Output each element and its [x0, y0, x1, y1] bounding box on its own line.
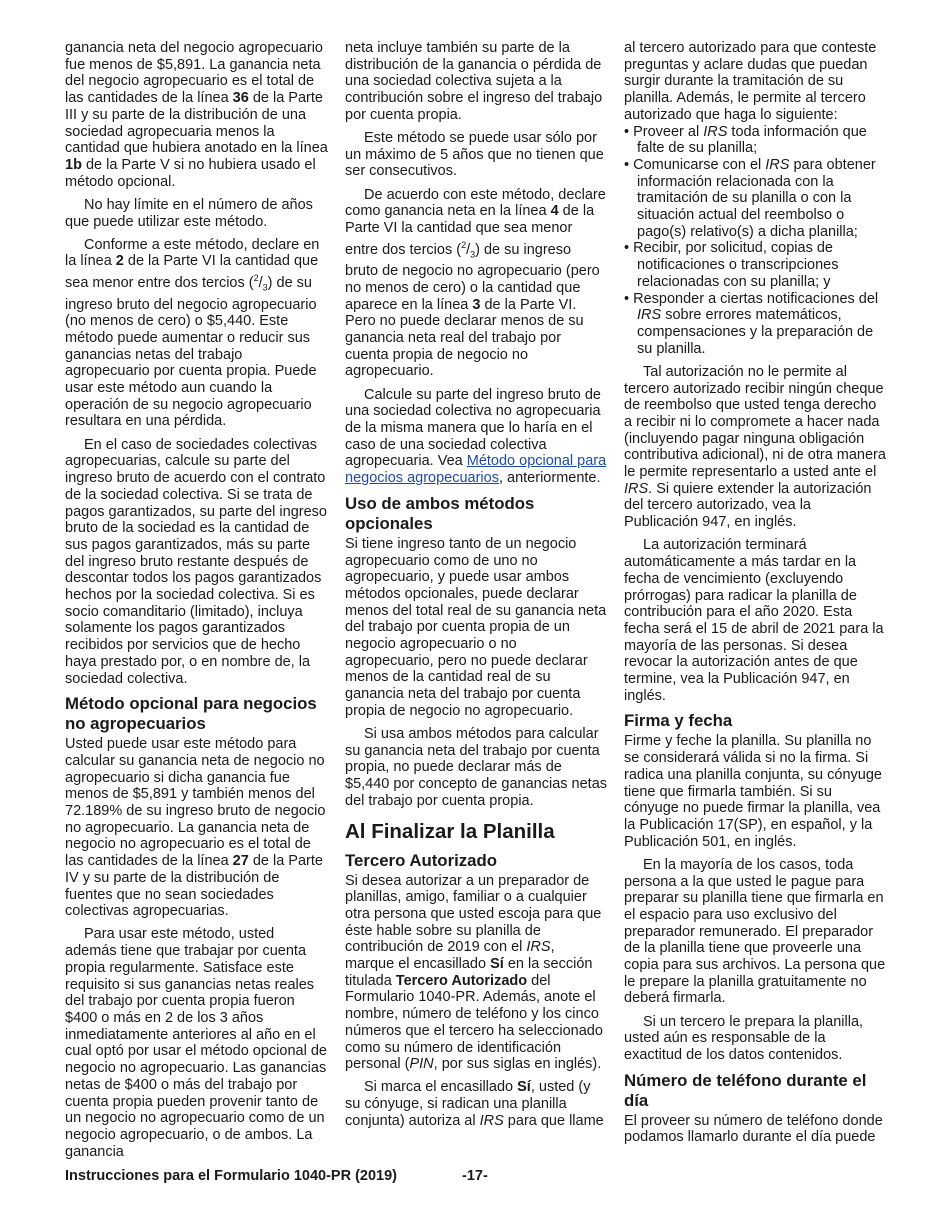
paragraph: Si un tercero le prepara la planilla, usted aún es responsable de la exactitud de los datos contenidos. — [624, 1013, 864, 1064]
section-heading: Uso de ambos métodos opcionales — [345, 493, 535, 533]
bullet-item: • Responder a ciertas notificaciones del IRS sobre errores matemáticos, compensaciones y la preparación de su planilla. — [624, 290, 879, 357]
paragraph: neta incluye también su parte de la distribución de la ganancia o pérdida de una sociedad colectiva sujeta a la contribución sobre el ingreso del trabajo por cuenta propia. — [345, 40, 603, 123]
bullet-item: • Comunicarse con el IRS para obtener información relacionada con la tramitación de su planilla o con la situación actual del reembolso o pago(s) relativo(s) a dicha planilla; — [624, 156, 876, 240]
paragraph: Si tiene ingreso tanto de un negocio agropecuario como de uno no agropecuario, y puede usar ambos métodos opcionales, puede declarar menos del total real de su ganancia neta del trabajo por cuenta propia de un negocio agropecuario o no agropecuario, pero no puede declarar menos de la cantidad real de su ganancia neta del trabajo por cuenta propia de negocio no agropecuario. — [345, 535, 607, 719]
paragraph: Conforme a este método, declare en la línea 2 de la Parte VI la cantidad que sea menor entre dos tercios $(^2/_3)$ de su ingreso bruto del negocio agropecuario (no menos de cero) o $5,440. Este método puede aumentar o reducir sus ganancias netas del trabajo agropecuario por cuenta propia. Puede usar este método aun cuando la operación de su negocio agropecuario resultara en una pérdida. — [65, 236, 320, 430]
major-heading: Al Finalizar la Planilla — [345, 819, 555, 843]
footer-title: Instrucciones para el Formulario 1040-PR (2019) — [65, 1168, 398, 1184]
paragraph: Si usa ambos métodos para calcular su ganancia neta del trabajo por cuenta propia, no puede declarar más de $5,440 por concepto de ganancias netas del trabajo por cuenta propia. — [345, 726, 608, 809]
column-2 — [345, 40, 607, 1136]
paragraph: Calcule su parte del ingreso bruto de una sociedad colectiva no agropecuaria de la misma manera que lo haría en el caso de una sociedad colectiva agropecuaria. Vea Método opcional para negocios agropecuarios, anteriormente. — [345, 386, 607, 487]
paragraph: No hay límite en el número de años que puede utilizar este método. — [65, 196, 313, 230]
paragraph: Tal autorización no le permite al tercero autorizado recibir ningún cheque de reembolso que usted tenga derecho a recibir ni lo compromete a hacer nada (incluyendo pagar ninguna obligación contributiva adicional), ni de otra manera le permite representarlo a usted ante el IRS. Si quiere extender la autorización del tercero autorizado, vea la Publicación 947, en inglés. — [624, 363, 886, 531]
paragraph: Si marca el encasillado Sí, usted (y su cónyuge, si radican una planilla conjunta) autoriza al IRS para que llame — [345, 1079, 604, 1129]
paragraph: al tercero autorizado para que conteste preguntas y aclare dudas que puedan surgir durante la tramitación de su planilla. Además, le permite al tercero autorizado que haga lo siguiente: — [624, 40, 877, 123]
paragraph: ganancia neta del negocio agropecuario fue menos de $5,891. La ganancia neta del negocio agropecuario es el total de las cantidades de la línea 36 de la Parte III y su parte de la distribución de una sociedad agropecuaria menos la cantidad que hubiera anotado en la línea 1b de la Parte V si no hubiera usado el método opcional. — [65, 40, 328, 190]
bullet-item: • Recibir, por solicitud, copias de notificaciones o transcripciones relacionadas con su planilla; y — [624, 240, 839, 290]
paragraph: De acuerdo con este método, declare como ganancia neta en la línea 4 de la Parte VI la cantidad que sea menor entre dos tercios $(^2/_3)$ de su ingreso bruto de negocio no agropecuario (pero no menos de cero) o la cantidad que aparece en la línea 3 de la Parte VI. Pero no puede declarar menos de su ganancia neta real del trabajo por cuenta propia de negocio no agropecuario. — [345, 186, 606, 380]
paragraph: En el caso de sociedades colectivas agropecuarias, calcule su parte del ingreso bruto de acuerdo con el contrato de la sociedad colectiva. Si se trata de pagos garantizados, su parte del ingreso bruto de la sociedad es la cantidad de sus pagos garantizados, más su parte del ingreso bruto restante después de descontar todos los pagos garantizados hechos por la sociedad colectiva. Si es socio comanditario (limitado), incluya solamente los pagos garantizados recibidos por servicios que de hecho haya prestado por, o en nombre de, la sociedad colectiva. — [65, 436, 327, 687]
bullet-item: • Proveer al IRS toda información que falte de su planilla; — [624, 123, 867, 157]
column-1 — [65, 40, 329, 1167]
paragraph: La autorización terminará automáticamente a más tardar en la fecha de vencimiento (excluyendo prórrogas) para radicar la planilla de contribución para el año 2020. Esta fecha será el 15 de abril de 2021 para la mayoría de las personas. Si desea revocar la autorización antes de que termine, vea la Publicación 947, en inglés. — [624, 537, 884, 704]
paragraph: Para usar este método, usted además tiene que trabajar por cuenta propia regularmente. Satisface este requisito si sus ganancias netas reales del trabajo por cuenta propia fueron $400 o más en 2 de los 3 años inmediatamente anteriores al año en el cual optó por usar el método opcional de negocio no agropecuario. Las ganancias netas de $400 o más del trabajo por cuenta propia pueden provenir tanto de un negocio no agropecuario como de un negocio agropecuario, o de ambos. La ganancia — [65, 926, 327, 1160]
section-heading: Tercero Autorizado — [345, 850, 497, 870]
link-metodo-opcional-agropecuarios[interactable]: Método opcional para negocios agropecuarios — [345, 453, 607, 487]
paragraph: Usted puede usar este método para calcular su ganancia neta de negocio no agropecuario si dicha ganancia fue menos de $5,891 y también menos del 72.189% de su ingreso bruto de negocio no agropecuario. La ganancia neta de negocio no agropecuario es el total de las cantidades de la línea 27 de la Parte IV y su parte de la distribución de fuentes que no sean sociedades colectivas agropecuarias. — [65, 736, 326, 920]
paragraph: Este método se puede usar sólo por un máximo de 5 años que no tienen que ser consecutivos. — [345, 130, 604, 180]
page-number: -17- — [462, 1168, 488, 1184]
paragraph: El proveer su número de teléfono donde podamos llamarlo durante el día puede — [624, 1112, 883, 1146]
section-heading: Número de teléfono durante el día — [624, 1070, 867, 1110]
paragraph: Si desea autorizar a un preparador de planillas, amigo, familiar o a cualquier otra persona que usted escoja para que éste hable sobre su planilla de contribución de 2019 con el IRS, marque el encasillado Sí en la sección titulada Tercero Autorizado del Formulario 1040-PR. Además, anote el nombre, número de teléfono y los cinco números que el tercero ha seleccionado como su número de identificación personal (PIN, por sus siglas en inglés). — [345, 872, 603, 1073]
column-3 — [624, 40, 886, 1153]
paragraph: En la mayoría de los casos, toda persona a la que usted le pague para preparar su planilla tiene que firmarla en el espacio para uso exclusivo del preparador remunerado. El preparador de la planilla tiene que proveerle una copia para sus archivos. La persona que le prepare la planilla gratuitamente no deberá firmarla. — [624, 856, 886, 1007]
section-heading: Firma y fecha — [624, 711, 733, 731]
paragraph: Firme y feche la planilla. Su planilla no se considerará válida si no la firma. Si radica una planilla conjunta, su cónyuge tiene que firmarla también. Si su cónyuge no puede firmar la planilla, vea la Publicación 17(SP), en español, y la Publicación 501, en inglés. — [624, 733, 882, 850]
section-heading: Método opcional para negocios no agropecuarios — [65, 694, 317, 734]
